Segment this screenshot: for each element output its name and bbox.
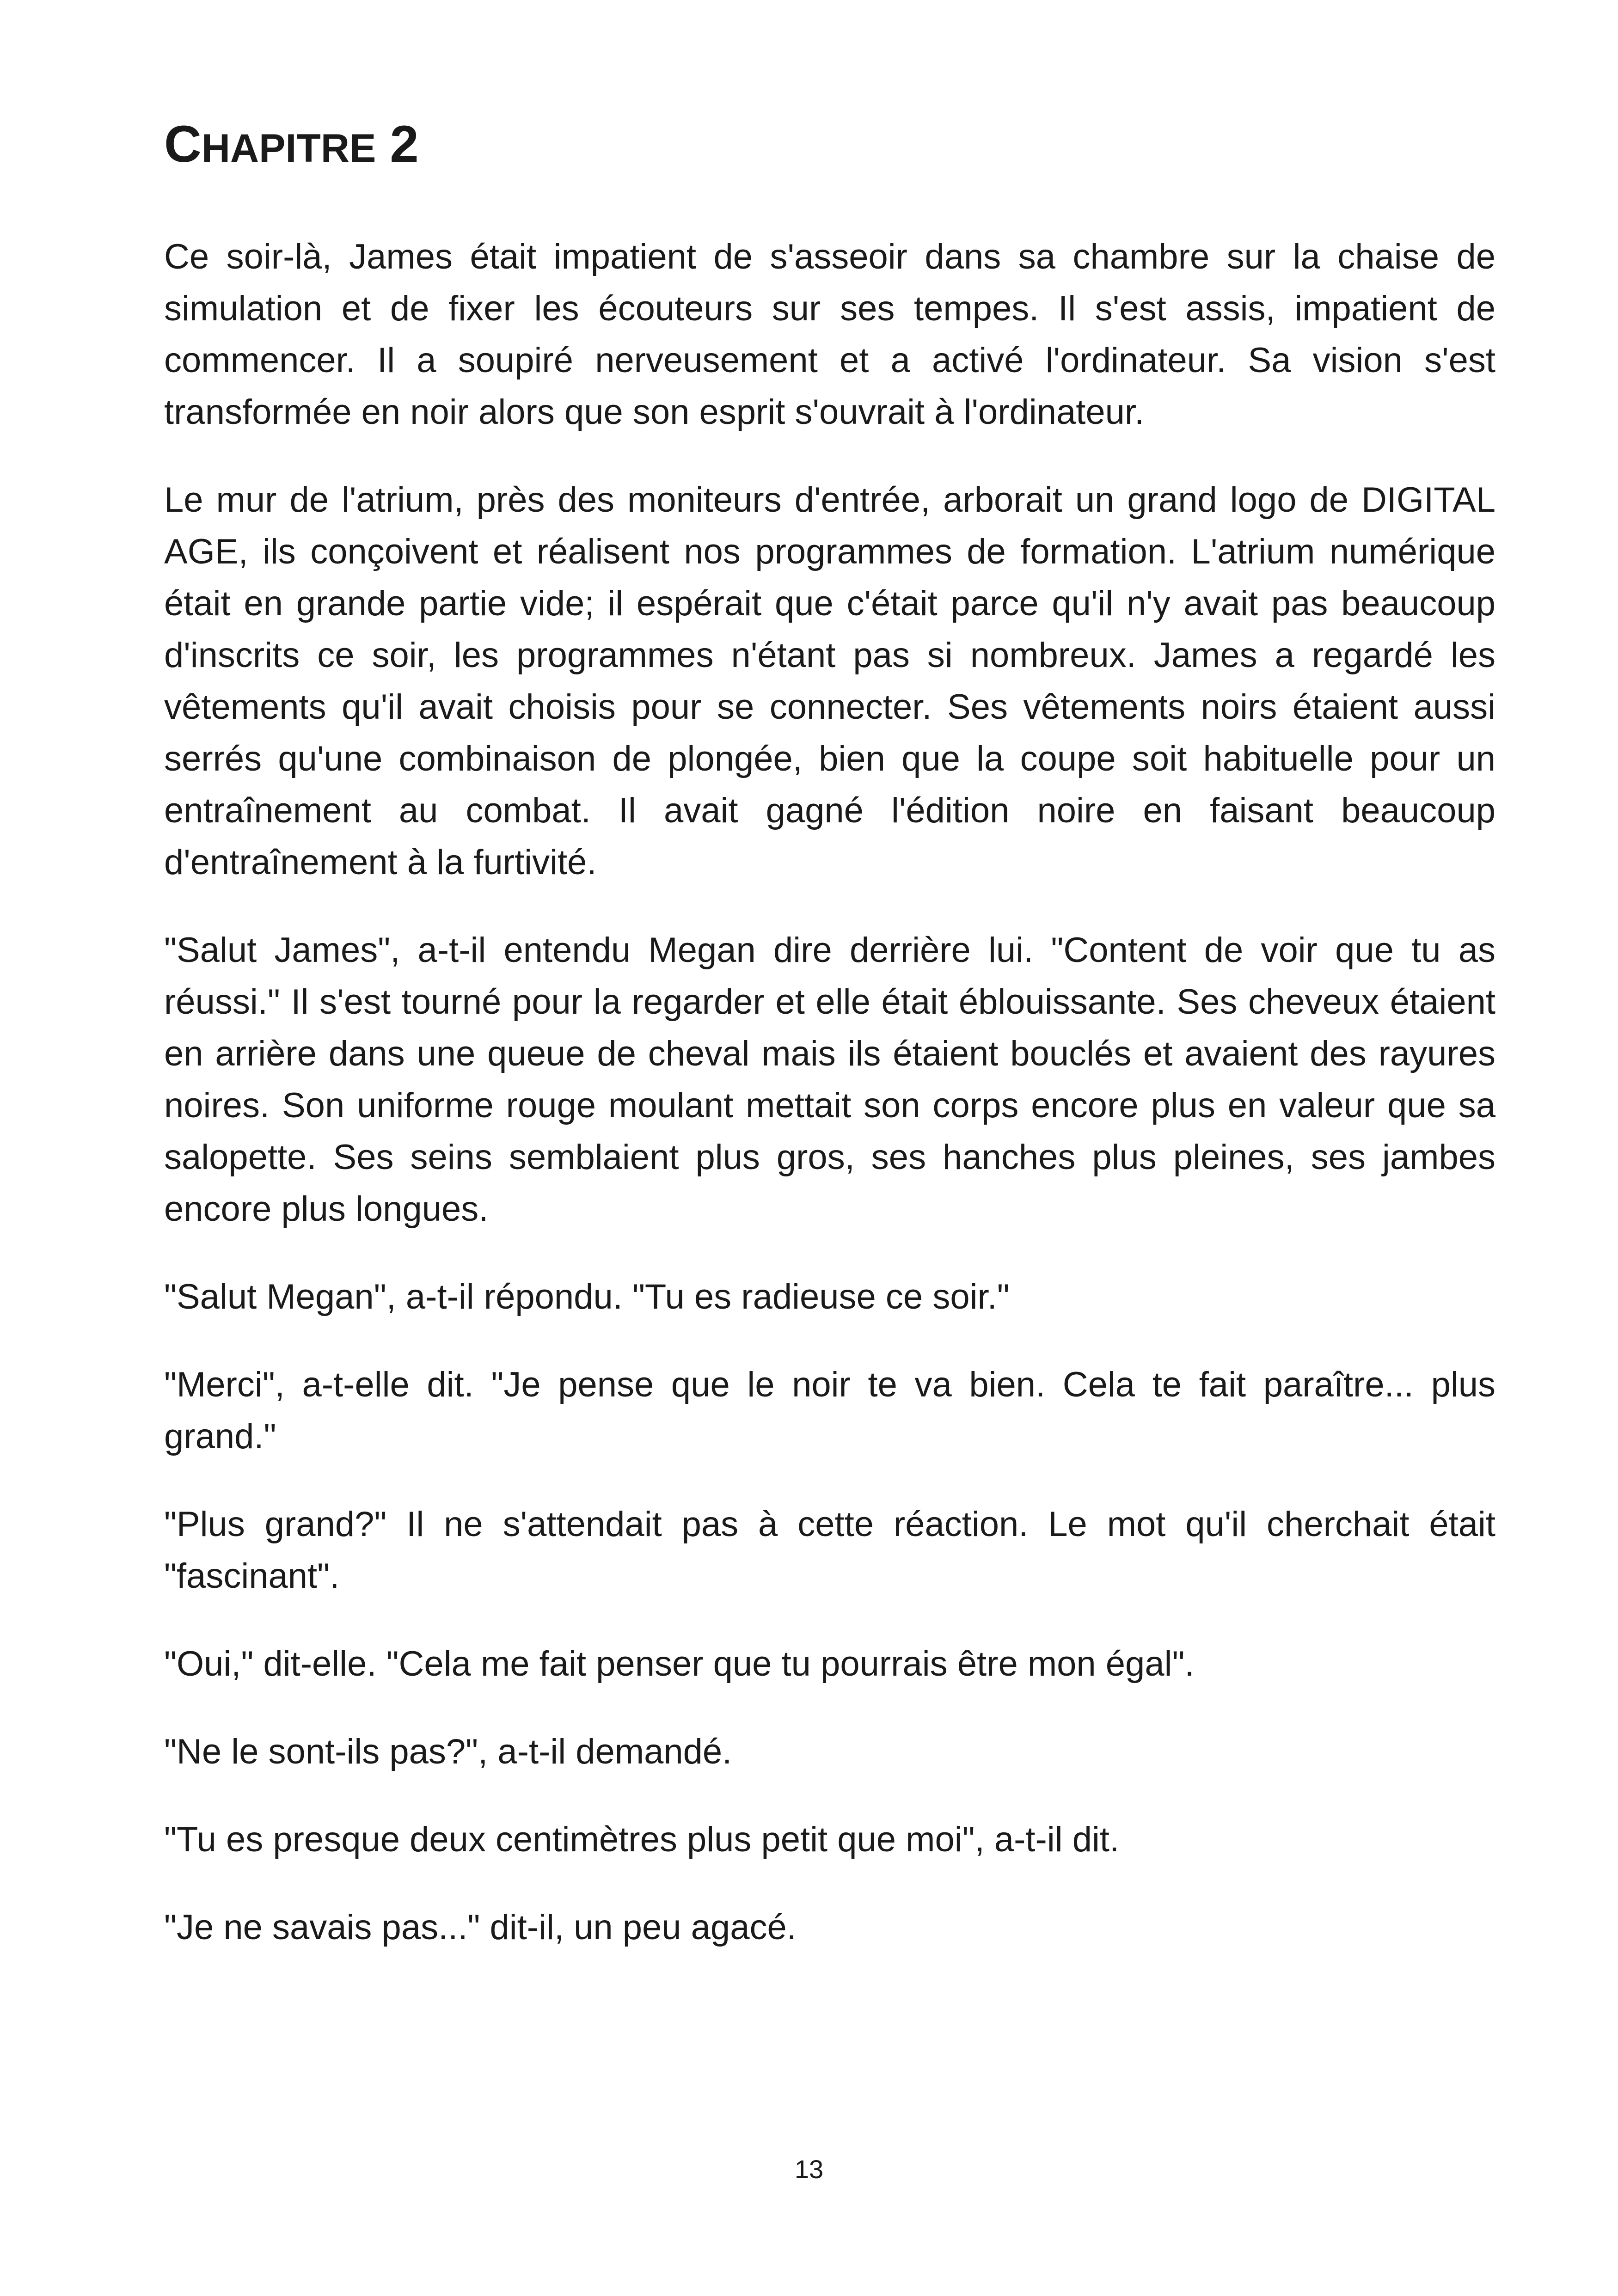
paragraph: "Plus grand?" Il ne s'attendait pas à cette réaction. Le mot qu'il cherchait était "fascinant". [164,1505,1495,1596]
paragraph: "Tu es presque deux centimètres plus petit que moi", a-t-il dit. [164,1820,1120,1859]
paragraph: "Ne le sont-ils pas?", a-t-il demandé. [164,1732,732,1771]
chapter-title-initial: C [164,115,202,173]
chapter-title [164,113,419,175]
chapter-number: 2 [390,115,419,173]
paragraph: "Oui," dit-elle. "Cela me fait penser que tu pourrais être mon égal". [164,1644,1195,1684]
paragraph: "Merci", a-t-elle dit. "Je pense que le noir te va bien. Cela te fait paraître... plus grand." [164,1365,1495,1456]
paragraph: Le mur de l'atrium, près des moniteurs d'entrée, arborait un grand logo de DIGITAL AGE, ils conçoivent et réalisent nos programmes de formation. L'atrium numérique était en grande partie vide; il espérait que c'était parce qu'il n'y avait pas beaucoup d'inscrits ce soir, les programmes n'étant pas si nombreux. James a regardé les vêtements qu'il avait choisis pour se connecter. Ses vêtements noirs étaient aussi serrés qu'une combinaison de plongée, bien que la coupe soit habituelle pour un entraînement au combat. Il avait gagné l'édition noire en faisant beaucoup d'entraînement à la furtivité. [164,480,1495,882]
page-number: 13 [794,2155,824,2184]
chapter-body [164,231,1495,1990]
book-page [164,0,1495,2296]
paragraph: Ce soir-là, James était impatient de s'asseoir dans sa chambre sur la chaise de simulation et de fixer les écouteurs sur ses tempes. Il s'est assis, impatient de commencer. Il a soupiré nerveusement et a activé l'ordinateur. Sa vision s'est transformée en noir alors que son esprit s'ouvrait à l'ordinateur. [164,237,1495,432]
paragraph: "Salut Megan", a-t-il répondu. "Tu es radieuse ce soir." [164,1277,1010,1316]
paragraph: "Salut James", a-t-il entendu Megan dire derrière lui. "Content de voir que tu as réussi." Il s'est tourné pour la regarder et elle était éblouissante. Ses cheveux étaient en arrière dans une queue de cheval mais ils étaient bouclés et avaient des rayures noires. Son uniforme rouge moulant mettait son corps encore plus en valeur que sa salopette. Ses seins semblaient plus gros, ses hanches plus pleines, ses jambes encore plus longues. [164,931,1495,1229]
chapter-title-rest: HAPITRE [201,126,376,171]
paragraph: "Je ne savais pas..." dit-il, un peu agacé. [164,1908,797,1947]
